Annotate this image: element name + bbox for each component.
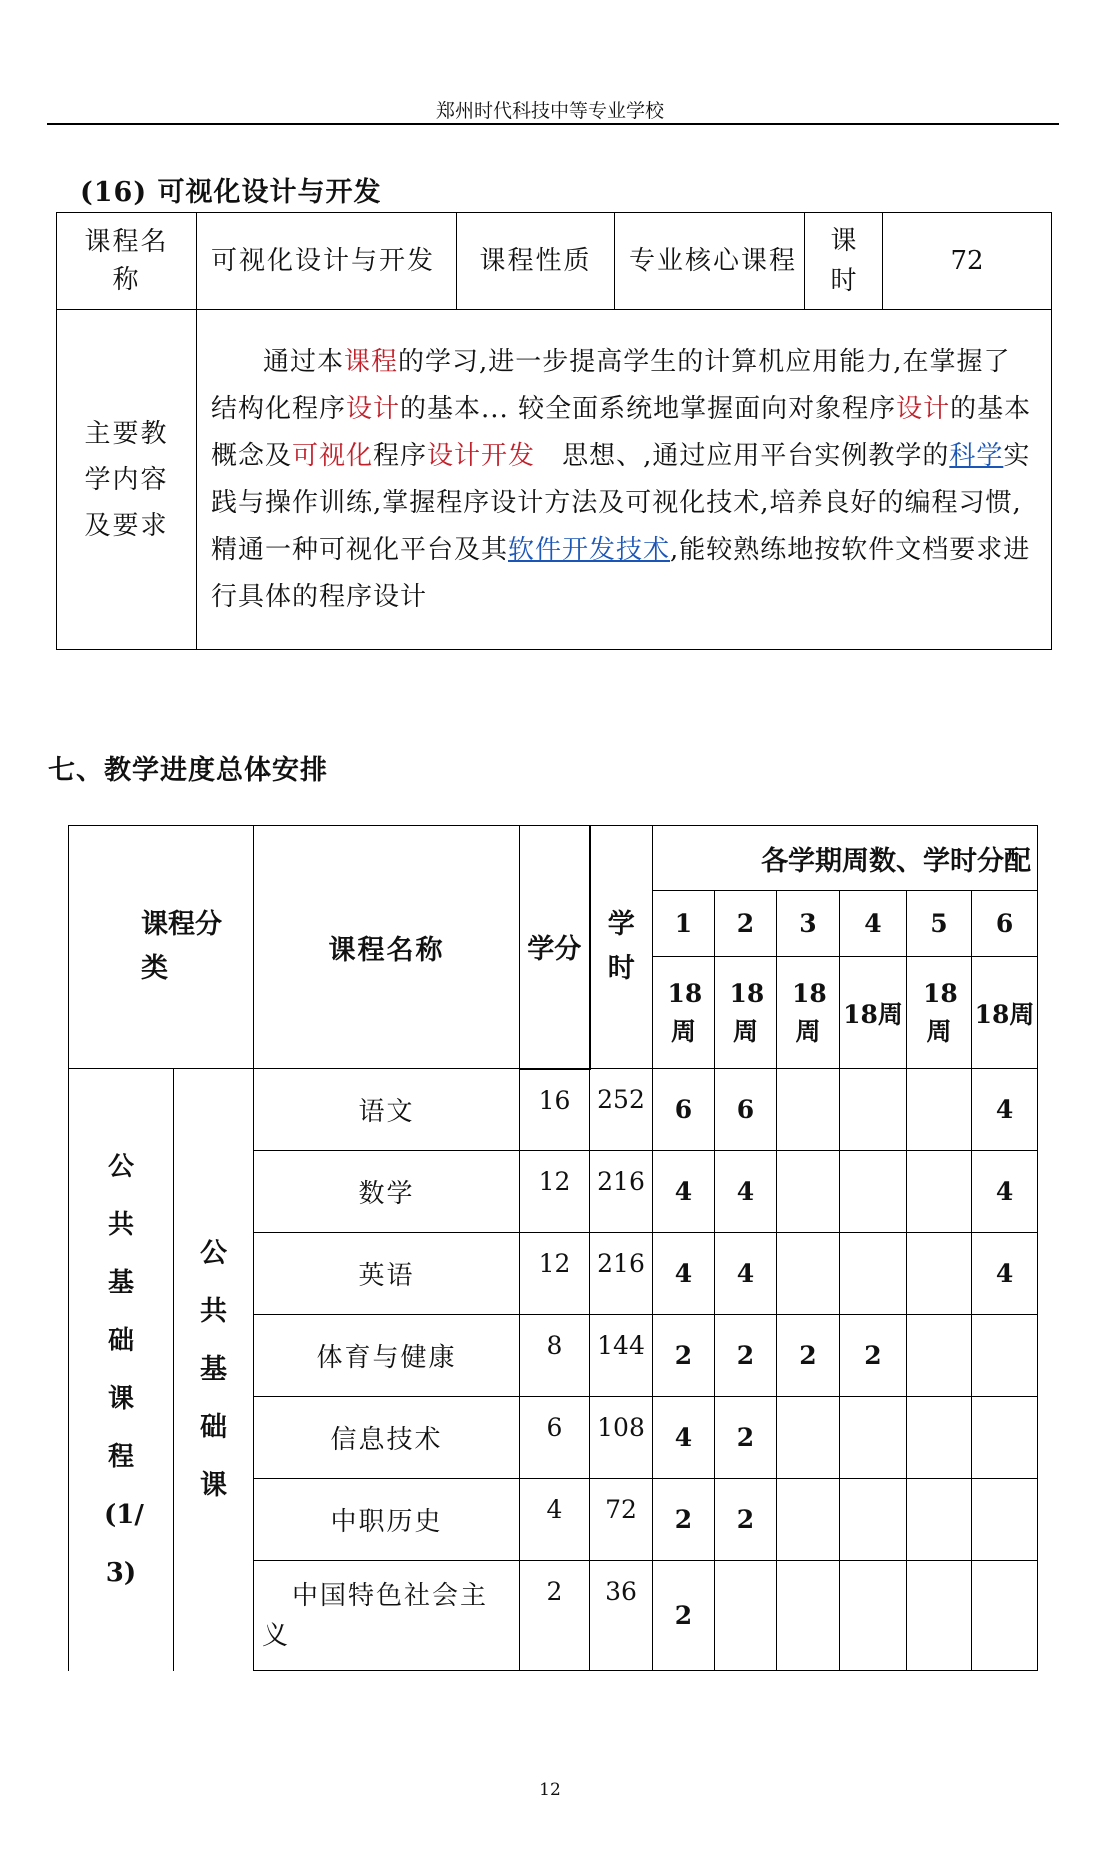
- sem-2: 4: [715, 1233, 777, 1315]
- keyword-course: 课程: [344, 346, 399, 377]
- hours: 36: [590, 1561, 653, 1671]
- content-label: [57, 310, 197, 650]
- hours: 216: [590, 1151, 653, 1233]
- credit: 8: [520, 1315, 590, 1397]
- sem-4: 2: [840, 1315, 907, 1397]
- credit: 12: [520, 1233, 590, 1315]
- sem-3: [777, 1151, 840, 1233]
- sem-5: [907, 1479, 972, 1561]
- course-name-value: 可视化设计与开发: [197, 213, 457, 310]
- sem-6: [972, 1561, 1038, 1671]
- sem-1: 2: [653, 1479, 715, 1561]
- sem-6: 4: [972, 1069, 1038, 1151]
- sem-4: [840, 1397, 907, 1479]
- sem-2: [715, 1561, 777, 1671]
- course-name: 英语: [254, 1233, 520, 1315]
- semester-3: 3: [777, 891, 840, 957]
- name-header: 课程名称: [254, 826, 520, 1069]
- weeks-3: [777, 957, 840, 1069]
- course-info-table: [56, 212, 1052, 650]
- category-sub: [174, 1069, 254, 1671]
- course-name-label-text: 课程名称: [84, 227, 169, 295]
- hours-label-text: 课时: [830, 226, 857, 296]
- sem-4: [840, 1233, 907, 1315]
- section-7-title: 七、教学进度总体安排: [48, 755, 328, 786]
- content-part: 思想、,通过应用平台实例教学的: [535, 440, 950, 471]
- content-part: 通过本: [263, 346, 345, 377]
- credit: 16: [520, 1069, 590, 1151]
- sem-2: 6: [715, 1069, 777, 1151]
- semester-6: 6: [972, 891, 1038, 957]
- keyword-design: 设计: [346, 393, 401, 424]
- weeks-6: 18周: [972, 957, 1038, 1069]
- content-part: 实践与操作训练,掌握程序设计方法及可视化技术,培养良好的编程习惯,精通一种可视化平台及其: [211, 440, 1031, 565]
- keyword-design: 设计: [896, 393, 951, 424]
- sem-1: 2: [653, 1561, 715, 1671]
- category-main: [69, 1069, 174, 1671]
- course-name: [254, 1561, 520, 1671]
- weeks-4: 18周: [840, 957, 907, 1069]
- semester-1: 1: [653, 891, 715, 957]
- hours: 108: [590, 1397, 653, 1479]
- sem-4: [840, 1151, 907, 1233]
- credit: 2: [520, 1561, 590, 1671]
- schedule-table: [68, 825, 1038, 1671]
- weeks-5: [907, 957, 972, 1069]
- sem-5: [907, 1561, 972, 1671]
- table-row: [69, 1069, 1038, 1151]
- page-number: 12: [539, 1780, 561, 1800]
- semester-2: 2: [715, 891, 777, 957]
- sem-2: 2: [715, 1479, 777, 1561]
- course-name-label: [57, 213, 197, 310]
- category-sub-text: 公共基础课: [200, 1237, 227, 1501]
- sem-5: [907, 1151, 972, 1233]
- sem-6: 4: [972, 1233, 1038, 1315]
- weeks-text: 18周: [667, 978, 703, 1046]
- sem-3: [777, 1561, 840, 1671]
- hours-header-text: 学时: [607, 909, 635, 984]
- sem-6: 4: [972, 1151, 1038, 1233]
- content-part: 的基本... 较全面系统地掌握面向对象程序: [400, 393, 897, 424]
- credit: 12: [520, 1151, 590, 1233]
- weeks-1: [653, 957, 715, 1069]
- sem-1: 4: [653, 1151, 715, 1233]
- link-software-dev-tech[interactable]: 软件开发技术: [508, 534, 671, 565]
- semester-5: 5: [907, 891, 972, 957]
- content-part: ,能较熟练地按软件文档要求进行具体的程序设计: [211, 534, 1031, 612]
- keyword-visualization: 可视化: [292, 440, 374, 471]
- weeks-text: 18周: [792, 978, 827, 1046]
- sem-4: [840, 1561, 907, 1671]
- course-name: 信息技术: [254, 1397, 520, 1479]
- sem-3: [777, 1069, 840, 1151]
- sem-5: [907, 1315, 972, 1397]
- sem-2: 2: [715, 1315, 777, 1397]
- section-16-title: (16) 可视化设计与开发: [80, 177, 382, 208]
- content-label-text: 主要教学内容及要求: [84, 418, 169, 541]
- course-name: 语文: [254, 1069, 520, 1151]
- category-header: [69, 826, 254, 1069]
- document-header: 郑州时代科技中等专业学校: [435, 100, 664, 122]
- category-header-text: 课程分类: [141, 909, 222, 984]
- sem-4: [840, 1069, 907, 1151]
- header-rule: [47, 123, 1059, 125]
- hours-value: 72: [883, 213, 1052, 310]
- content-part: 程序: [373, 440, 428, 471]
- category-main-text: 公共基础课程(1/3): [104, 1151, 144, 1588]
- credit-header: 学分: [520, 826, 590, 1069]
- hours: 72: [590, 1479, 653, 1561]
- sem-6: [972, 1397, 1038, 1479]
- weeks-text: 18周: [923, 978, 958, 1046]
- sem-5: [907, 1233, 972, 1315]
- sem-3: [777, 1397, 840, 1479]
- semester-4: 4: [840, 891, 907, 957]
- hours: 216: [590, 1233, 653, 1315]
- sem-1: 4: [653, 1397, 715, 1479]
- course-name: 体育与健康: [254, 1315, 520, 1397]
- sem-6: [972, 1315, 1038, 1397]
- hours: 144: [590, 1315, 653, 1397]
- course-name-text: 中国特色社会主义: [262, 1580, 489, 1651]
- hours: 252: [590, 1069, 653, 1151]
- link-science[interactable]: 科学: [949, 440, 1004, 471]
- keyword-design-development: 设计开发: [427, 440, 536, 471]
- weeks-text: 18周: [729, 978, 765, 1046]
- content-part: 的学习,进一步提高学生的计算机应用能力,在掌握了结构化程序: [211, 346, 1011, 424]
- sem-1: 6: [653, 1069, 715, 1151]
- sem-2: 2: [715, 1397, 777, 1479]
- credit: 6: [520, 1397, 590, 1479]
- content-text: [197, 310, 1052, 650]
- credit: 4: [520, 1479, 590, 1561]
- sem-1: 2: [653, 1315, 715, 1397]
- course-name: 中职历史: [254, 1479, 520, 1561]
- sem-2: 4: [715, 1151, 777, 1233]
- weeks-2: [715, 957, 777, 1069]
- sem-4: [840, 1479, 907, 1561]
- course-nature-value: 专业核心课程: [615, 213, 805, 310]
- sem-3: [777, 1233, 840, 1315]
- sem-5: [907, 1397, 972, 1479]
- course-nature-label: 课程性质: [457, 213, 615, 310]
- hours-label: [805, 213, 883, 310]
- sem-3: 2: [777, 1315, 840, 1397]
- sem-1: 4: [653, 1233, 715, 1315]
- sem-5: [907, 1069, 972, 1151]
- hours-header: [590, 826, 653, 1069]
- sem-6: [972, 1479, 1038, 1561]
- course-name: 数学: [254, 1151, 520, 1233]
- content-part: 的基本概念及: [211, 393, 1032, 471]
- sem-3: [777, 1479, 840, 1561]
- distribution-header: 各学期周数、学时分配: [653, 826, 1038, 891]
